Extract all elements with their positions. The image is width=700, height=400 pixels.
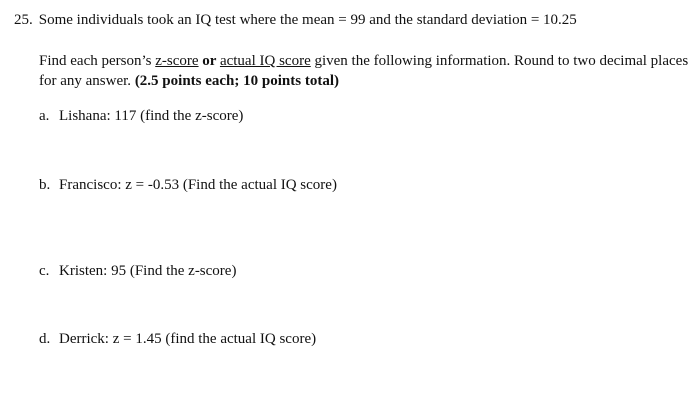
part-letter: b. xyxy=(39,177,51,193)
or-bold: or xyxy=(198,53,220,69)
part-text: Derrick: z = 1.45 (find the actual IQ score) xyxy=(59,331,317,347)
question-line xyxy=(14,12,577,29)
points-note: (2.5 points each; 10 points total) xyxy=(134,73,339,89)
question-text: Some individuals took an IQ test where the mean = 99 and the standard deviation = 10.25 xyxy=(38,12,577,28)
part-text: Lishana: 117 (find the z-score) xyxy=(59,108,244,124)
actual-iq-underlined: actual IQ score xyxy=(219,53,311,69)
part-letter: d. xyxy=(39,331,51,347)
part-c xyxy=(39,263,236,280)
part-a xyxy=(39,108,243,125)
part-text: Francisco: z = -0.53 (Find the actual IQ score) xyxy=(59,177,337,193)
part-b xyxy=(39,177,337,194)
instructions-paragraph xyxy=(39,51,689,91)
instructions-tail: given the following information. Round to two decimal places for any answer. xyxy=(39,53,689,89)
instructions-lead: Find each person’s xyxy=(39,53,156,69)
part-letter: a. xyxy=(39,108,50,124)
part-letter: c. xyxy=(39,263,50,279)
part-d xyxy=(39,331,316,348)
question-number: 25. xyxy=(14,12,33,28)
part-text: Kristen: 95 (Find the z-score) xyxy=(59,263,237,279)
zscore-underlined: z-score xyxy=(155,53,199,69)
